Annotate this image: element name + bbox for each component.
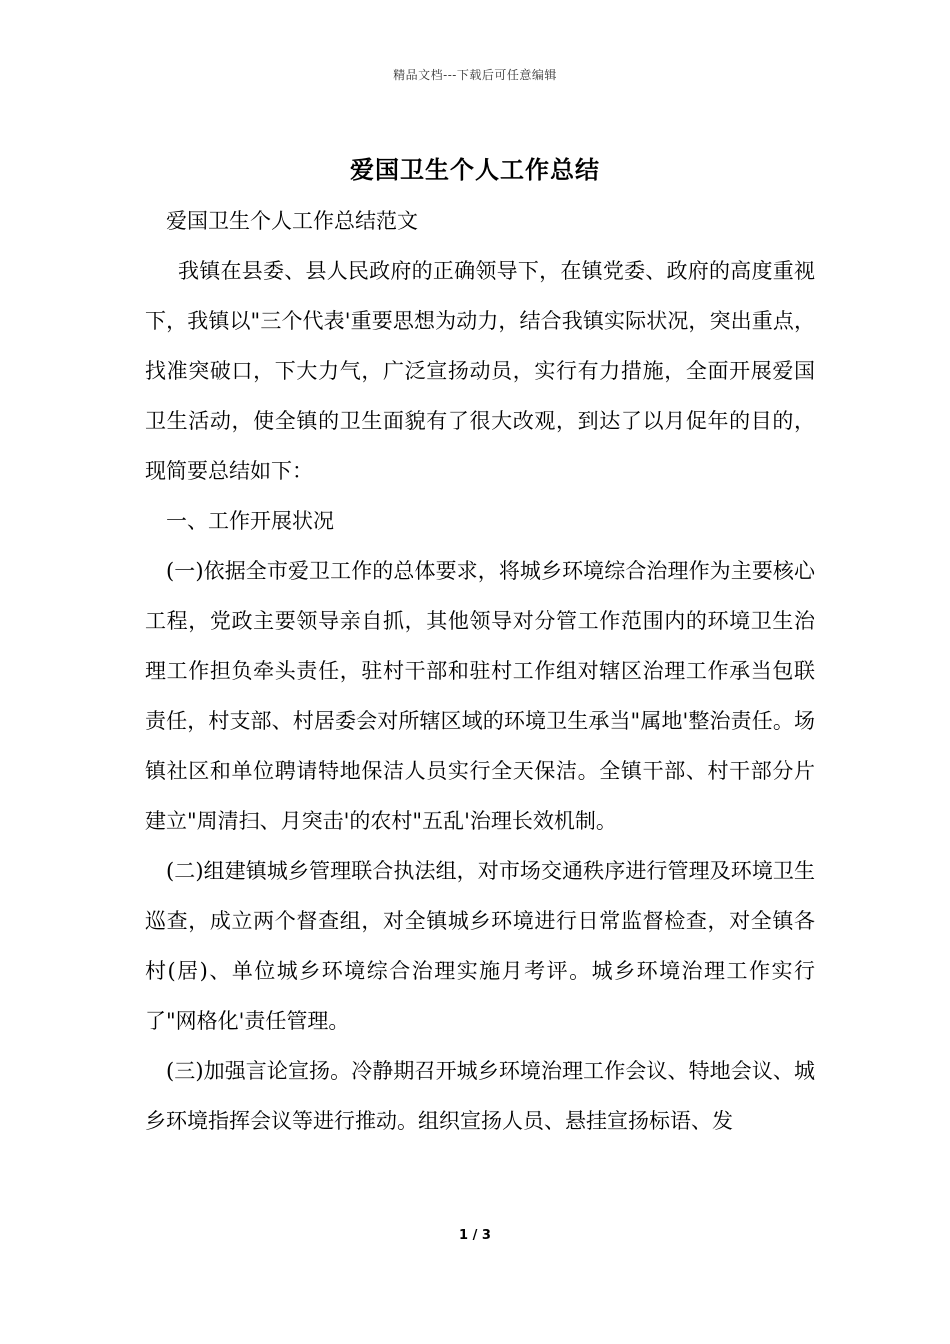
document-body: [145, 196, 815, 1146]
page-number: 1 / 3: [459, 1228, 491, 1243]
body-paragraph: (一)依据全市爱卫工作的总体要求，将城乡环境综合治理作为主要核心工程，党政主要领导亲自抓，其他领导对分管工作范围内的环境卫生治理工作担负牵头责任，驻村干部和驻村工作组对辖区治理工作承当包联责任，村支部、村居委会对所辖区域的环境卫生承当"属地'整治责任。场镇社区和单位聘请特地保洁人员实行全天保洁。全镇干部、村干部分片建立"周清扫、月突击'的农村"五乱'治理长效机制。: [145, 559, 815, 833]
body-paragraph: (三)加强言论宣扬。冷静期召开城乡环境治理工作会议、特地会议、城乡环境指挥会议等进行推动。组织宣扬人员、悬挂宣扬标语、发: [145, 1059, 815, 1133]
body-paragraph: (二)组建镇城乡管理联合执法组，对市场交通秩序进行管理及环境卫生巡查，成立两个督查组，对全镇城乡环境进行日常监督检查，对全镇各村(居)、单位城乡环境综合治理实施月考评。城乡环境治理工作实行了"网格化'责任管理。: [145, 859, 815, 1033]
section-heading: 一、工作开展状况: [166, 509, 334, 533]
intro-paragraph: 我镇在县委、县人民政府的正确领导下，在镇党委、政府的高度重视下，我镇以"三个代表'重要思想为动力，结合我镇实际状况，突出重点，找准突破口，下大力气，广泛宣扬动员，实行有力措施，全面开展爱国卫生活动，使全镇的卫生面貌有了很大改观，到达了以月促年的目的，现简要总结如下：: [145, 259, 815, 483]
document-title: 爱国卫生个人工作总结: [350, 155, 600, 184]
subtitle-paragraph: 爱国卫生个人工作总结范文: [166, 209, 418, 233]
page-header: 精品文档---下载后可任意编辑: [393, 68, 557, 82]
